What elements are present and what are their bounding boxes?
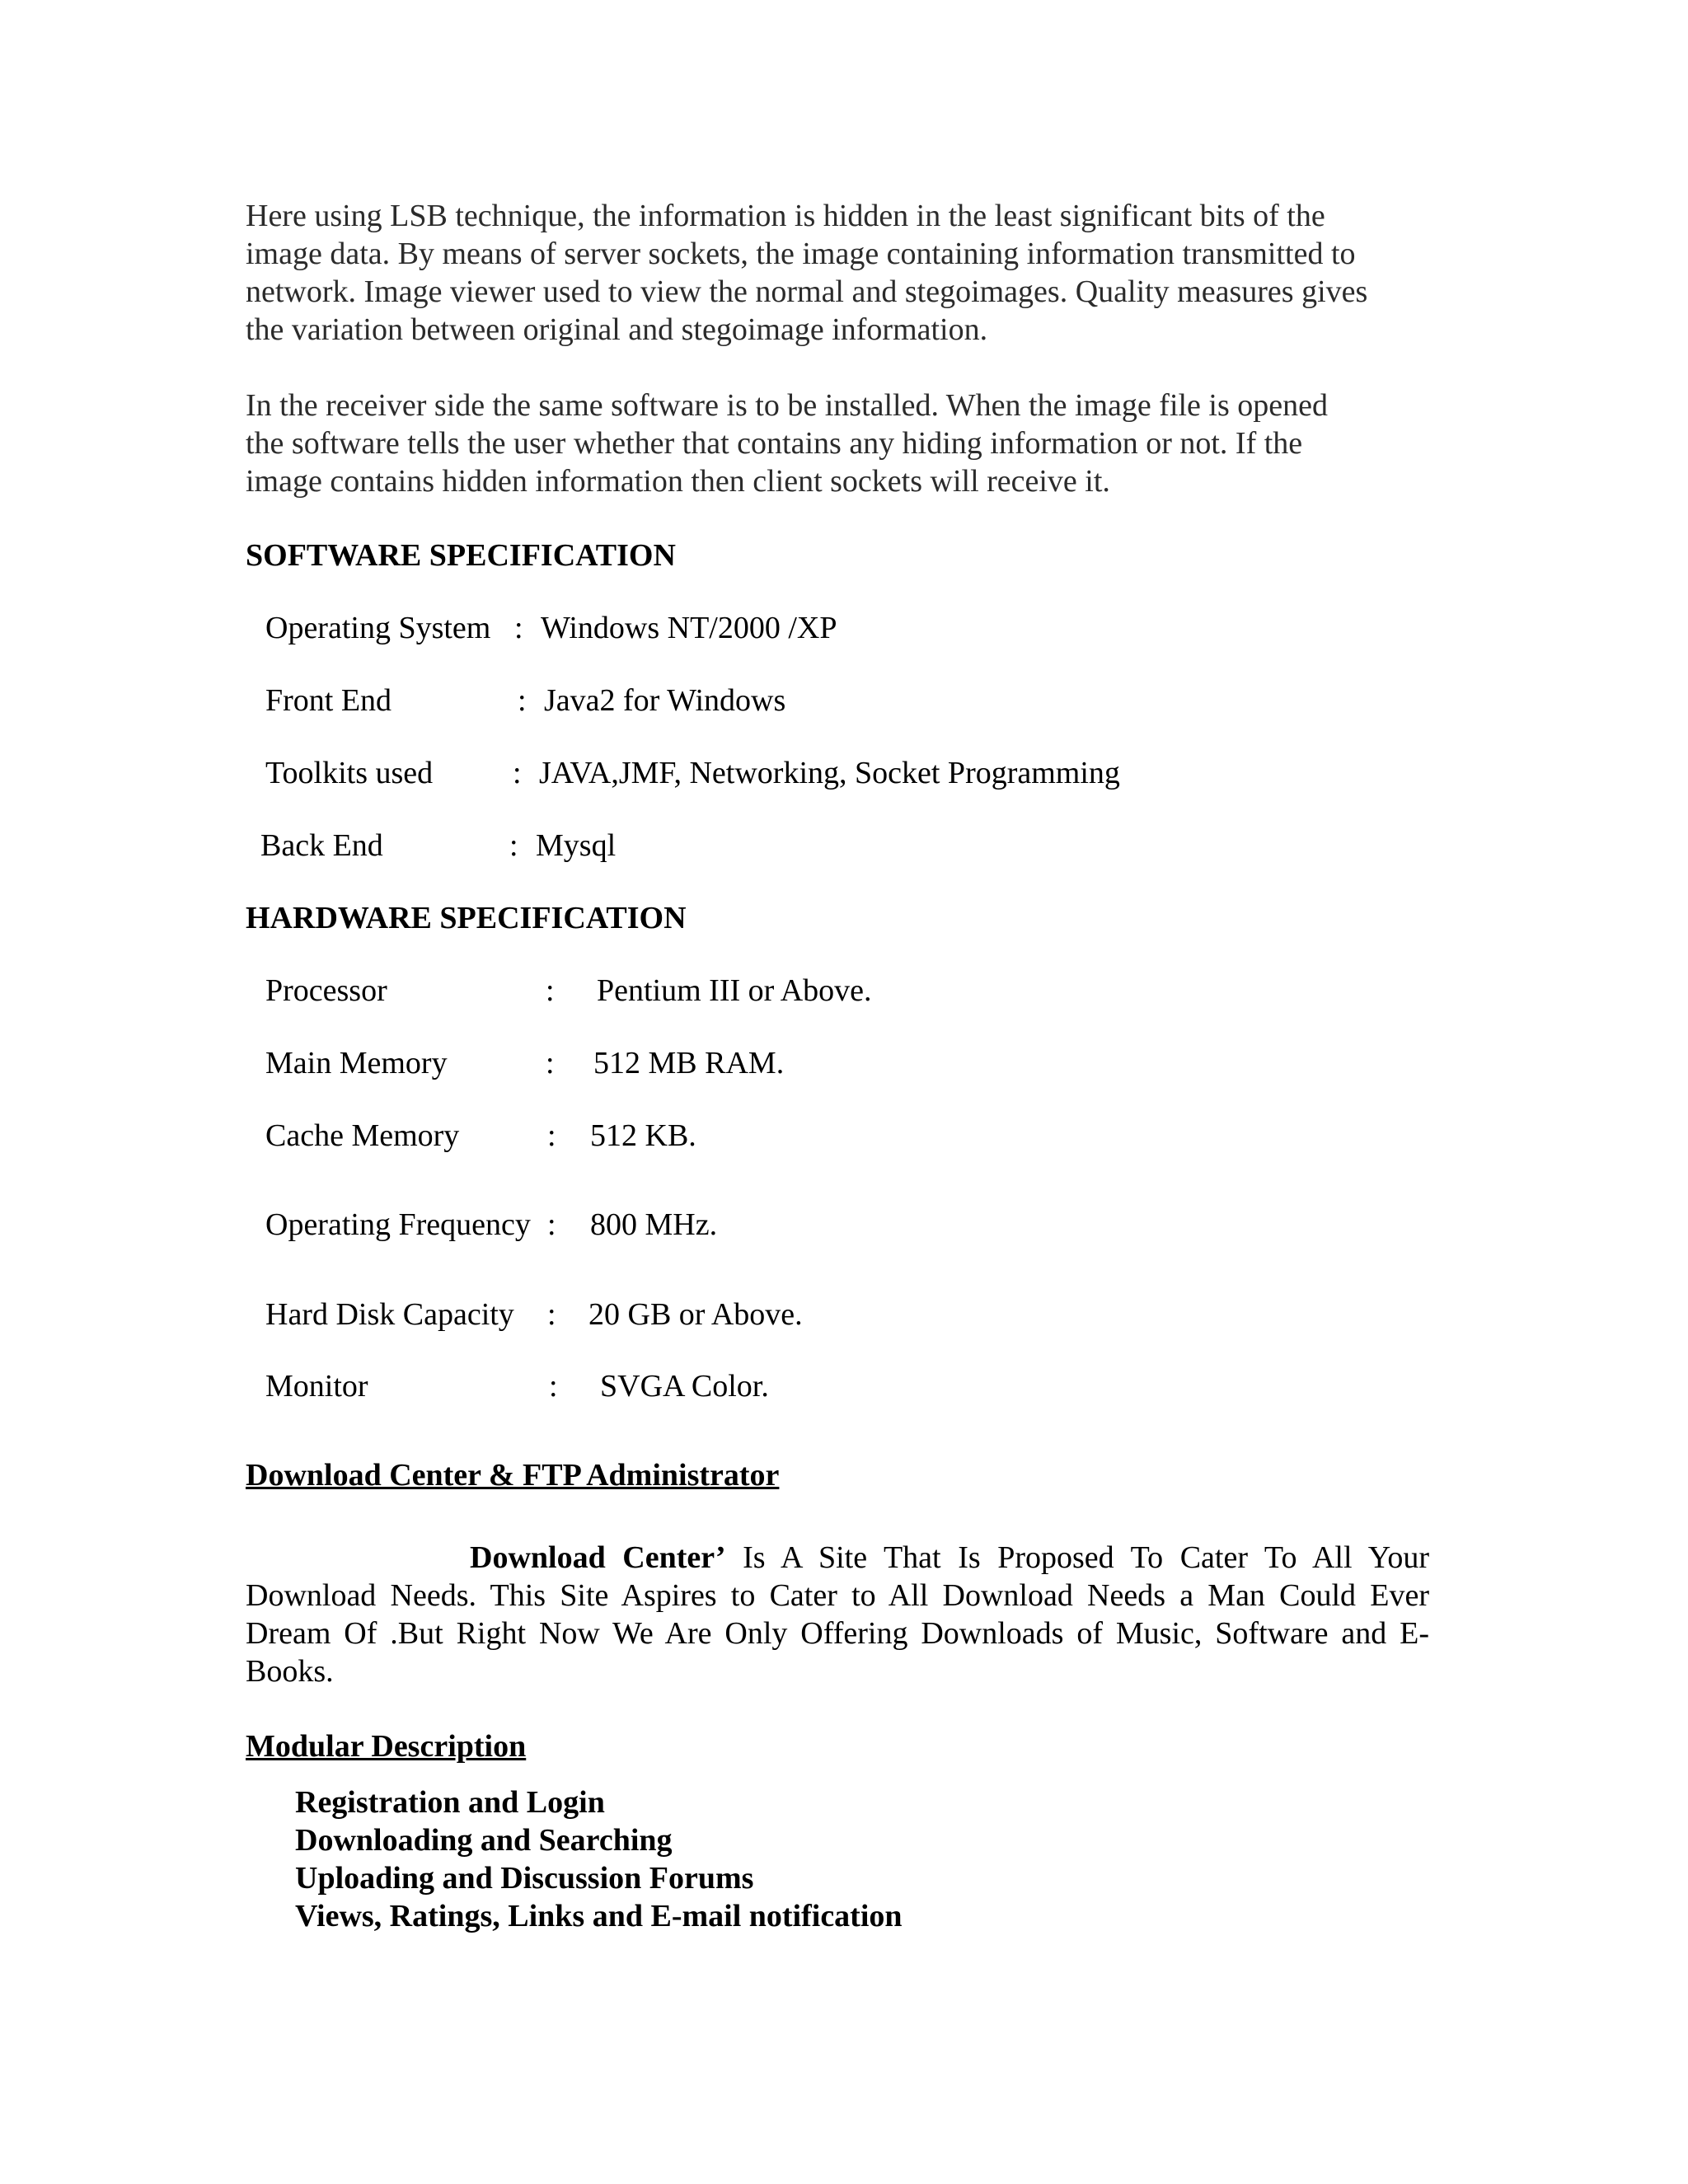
spec-colon: : — [547, 1297, 556, 1332]
download-center-lead: Download Center’ — [470, 1540, 726, 1575]
software-spec-heading: SOFTWARE SPECIFICATION — [246, 538, 676, 573]
text-line: the software tells the user whether that contains any hiding information or not. If the — [246, 426, 1303, 461]
intro-paragraph-1 — [246, 197, 1424, 349]
text-line: Dream Of .But Right Now We Are Only Offering Downloads of Music, Software and E- — [246, 1616, 1429, 1651]
spec-colon: : — [546, 1046, 555, 1080]
spec-label-main-memory: Main Memory — [265, 1046, 448, 1080]
spec-value-processor: Pentium III or Above. — [597, 973, 872, 1008]
module-item: Downloading and Searching — [295, 1823, 673, 1858]
spec-label-front-end: Front End — [265, 683, 392, 718]
spec-label-monitor: Monitor — [265, 1369, 368, 1404]
modular-description-heading: Modular Description — [246, 1729, 527, 1764]
text-line: In the receiver side the same software is to be installed. When the image file is opened — [246, 388, 1329, 423]
text-run: Is A Site That Is Proposed To Cater To All Your — [725, 1540, 1429, 1575]
spec-value-back-end: Mysql — [536, 828, 617, 863]
text-line — [246, 1539, 1429, 1577]
text-line: Books. — [246, 1654, 334, 1689]
spec-colon: : — [549, 1369, 558, 1404]
spec-colon: : — [513, 756, 522, 790]
download-center-heading: Download Center & FTP Administrator — [246, 1458, 780, 1493]
text-line: image data. By means of server sockets, the image containing information transmitted to — [246, 237, 1356, 271]
spec-colon: : — [547, 1207, 556, 1242]
spec-value-monitor: SVGA Color. — [600, 1369, 769, 1404]
hardware-spec-heading: HARDWARE SPECIFICATION — [246, 901, 687, 935]
spec-value-front-end: Java2 for Windows — [544, 683, 786, 718]
spec-label-cache-memory: Cache Memory — [265, 1118, 460, 1153]
spec-value-main-memory: 512 MB RAM. — [593, 1046, 785, 1080]
spec-value-toolkits-used: JAVA,JMF, Networking, Socket Programming — [539, 756, 1120, 790]
text-line: the variation between original and stegoimage information. — [246, 312, 988, 347]
spec-colon: : — [509, 828, 518, 863]
spec-colon: : — [518, 683, 527, 718]
text-line: image contains hidden information then client sockets will receive it. — [246, 464, 1110, 499]
intro-paragraph-2 — [246, 387, 1424, 500]
spec-label-operating-frequency: Operating Frequency — [265, 1207, 531, 1242]
text-line: Here using LSB technique, the information is hidden in the least significant bits of the — [246, 199, 1325, 233]
spec-colon: : — [546, 973, 555, 1008]
spec-value-hard-disk-capacity: 20 GB or Above. — [588, 1297, 803, 1332]
spec-label-processor: Processor — [265, 973, 387, 1008]
spec-value-operating-system: Windows NT/2000 /XP — [541, 611, 837, 645]
module-item: Views, Ratings, Links and E-mail notification — [295, 1899, 903, 1933]
module-item: Registration and Login — [295, 1785, 605, 1820]
spec-value-cache-memory: 512 KB. — [590, 1118, 696, 1153]
spec-colon: : — [514, 611, 523, 645]
spec-label-back-end: Back End — [260, 828, 383, 863]
spec-value-operating-frequency: 800 MHz. — [590, 1207, 718, 1242]
text-line: network. Image viewer used to view the normal and stegoimages. Quality measures gives — [246, 274, 1368, 309]
spec-label-hard-disk-capacity: Hard Disk Capacity — [265, 1297, 514, 1332]
module-item: Uploading and Discussion Forums — [295, 1861, 754, 1896]
spec-label-operating-system: Operating System — [265, 611, 491, 645]
download-center-paragraph — [246, 1539, 1429, 1690]
spec-colon: : — [547, 1118, 556, 1153]
text-line: Download Needs. This Site Aspires to Cater to All Download Needs a Man Could Ever — [246, 1578, 1429, 1613]
spec-label-toolkits-used: Toolkits used — [265, 756, 434, 790]
